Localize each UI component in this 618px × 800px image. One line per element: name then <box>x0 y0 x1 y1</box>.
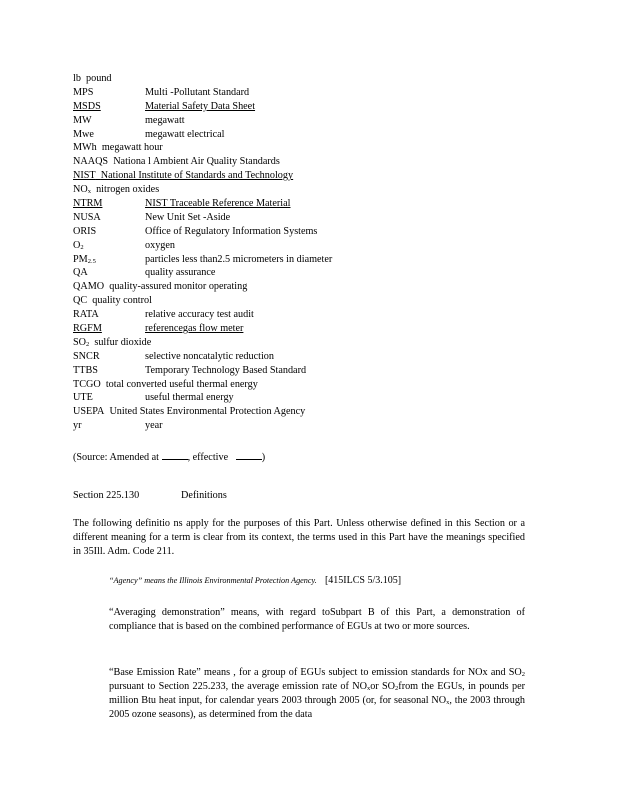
abbreviation-term <box>73 350 100 364</box>
abbreviation-definition: New Unit Set -Aside <box>145 211 231 223</box>
ber-text-5: , the 2003 through 2005 ozone seasons), as determined from the data <box>109 695 526 720</box>
source-note <box>73 450 265 463</box>
base-emission-rate-definition <box>109 666 525 722</box>
abbreviation-row <box>73 225 373 239</box>
agency-definition <box>109 574 525 588</box>
term-text: PM <box>73 253 88 265</box>
source-prefix: (Source: Amended at <box>73 452 160 463</box>
abbreviation-term <box>73 225 96 239</box>
abbreviation-definition: total converted useful thermal energy <box>105 378 258 390</box>
subscript: 2 <box>521 671 525 678</box>
term-text: NAAQS <box>73 156 109 168</box>
intro-paragraph: The following definitio ns apply for the purposes of this Part. Unless otherwise defined in this Section or a different meaning for a term is clear from its context, the terms used in this Part have the meanings specified in 35Ill. Adm. Code 211. <box>73 518 525 557</box>
source-suffix: ) <box>261 452 266 463</box>
abbreviation-term <box>73 100 101 114</box>
term-text: Mwe <box>73 128 94 140</box>
term-text: RGFM <box>73 323 102 335</box>
abbreviation-row <box>73 72 373 86</box>
term-text: TCGO <box>73 378 101 390</box>
abbreviation-row <box>73 405 373 419</box>
abbreviation-term <box>73 128 94 142</box>
term-text: SNCR <box>73 350 100 362</box>
abbreviation-definition: Nationa l Ambient Air Quality Standards <box>113 156 280 168</box>
term-text: MW <box>73 114 92 126</box>
term-text: NTRM <box>73 198 103 210</box>
abbreviation-term <box>73 281 104 292</box>
abbreviation-row <box>73 155 373 169</box>
term-text: MSDS <box>73 100 101 112</box>
section-title: Definitions <box>181 490 227 501</box>
abbreviation-row <box>73 183 373 197</box>
abbreviation-row <box>73 253 373 267</box>
term-text: QA <box>73 267 88 279</box>
abbreviation-definition: Material Safety Data Sheet <box>145 100 256 112</box>
abbreviation-definition: quality control <box>92 295 152 307</box>
source-middle: , effective <box>187 452 229 463</box>
abbreviation-row <box>73 128 373 142</box>
abbreviation-definition: nitrogen oxides <box>96 184 160 196</box>
term-text: ORIS <box>73 225 97 237</box>
blank-line <box>236 450 262 460</box>
ber-text-1: “Base Emission Rate” means , for a group of EGUs subject to emission standards for NOx and SO <box>109 667 522 678</box>
abbreviation-term <box>73 253 96 267</box>
term-text: O <box>73 239 81 251</box>
abbreviation-row <box>73 336 373 350</box>
abbreviation-term <box>73 379 101 390</box>
abbreviation-row <box>73 141 373 155</box>
abbreviation-definition: National Institute of Standards and Technology <box>100 170 294 182</box>
abbreviation-row <box>73 350 373 364</box>
abbreviation-definition: Office of Regulatory Information Systems <box>145 225 318 237</box>
abbreviation-definition: relative accuracy test audit <box>145 309 254 321</box>
abbreviation-term <box>73 364 98 378</box>
abbreviation-row <box>73 239 373 253</box>
term-subscript: x <box>87 188 91 196</box>
agency-text: “Agency” means the Illinois Environmental Protection Agency. <box>109 576 317 585</box>
abbreviation-term <box>73 142 97 153</box>
abbreviation-definition: year <box>145 420 163 432</box>
abbreviation-row <box>73 308 373 322</box>
term-text: RATA <box>73 309 99 321</box>
abbreviation-definition: megawatt <box>145 114 185 126</box>
subscript: 2 <box>395 685 399 692</box>
term-text: SO <box>73 336 87 348</box>
term-text: MWh <box>73 142 97 154</box>
abbreviation-definition: referencegas flow meter <box>145 323 244 335</box>
abbreviation-definition: pound <box>86 73 112 84</box>
ber-text-4: from the EGUs, in pounds per million Btu heat input, for calendar years 2003 through 2005 (or, for seasonal NO <box>109 681 525 706</box>
abbreviation-term <box>73 337 89 348</box>
abbreviation-row <box>73 322 373 336</box>
abbreviation-term <box>73 170 96 181</box>
ber-text-3: or SO <box>370 681 396 692</box>
abbreviation-definition: particles less than2.5 micrometers in diameter <box>145 253 333 265</box>
abbreviation-definition: selective noncatalytic reduction <box>145 350 274 362</box>
abbreviation-row <box>73 86 373 100</box>
abbreviation-term <box>73 406 104 417</box>
term-text: NUSA <box>73 211 101 223</box>
term-text: TTBS <box>73 364 98 376</box>
abbreviation-definition: quality assurance <box>145 267 216 279</box>
abbreviation-row <box>73 169 373 183</box>
abbreviation-definition: sulfur dioxide <box>94 336 152 348</box>
abbreviation-term <box>73 211 101 225</box>
abbreviation-list <box>73 72 373 433</box>
abbreviation-term <box>73 391 93 405</box>
abbreviation-definition: NIST Traceable Reference Material <box>145 198 291 210</box>
term-text: USEPA <box>73 406 105 418</box>
term-text: UTE <box>73 392 93 404</box>
abbreviation-term <box>73 239 84 253</box>
abbreviation-term <box>73 184 91 195</box>
ber-text-2: pursuant to Section 225.233, the average emission rate of NO <box>109 681 367 692</box>
abbreviation-row <box>73 266 373 280</box>
term-subscript: 2 <box>80 243 84 251</box>
abbreviation-row <box>73 280 373 294</box>
term-text: NIST <box>73 170 96 182</box>
abbreviation-term <box>73 73 81 84</box>
abbreviation-term <box>73 308 99 322</box>
abbreviation-definition: oxygen <box>145 239 175 251</box>
abbreviation-row <box>73 211 373 225</box>
blank-line <box>162 450 188 460</box>
abbreviation-row <box>73 114 373 128</box>
abbreviation-term <box>73 197 102 211</box>
term-text: MPS <box>73 86 94 98</box>
abbreviation-row <box>73 419 373 433</box>
abbreviation-row <box>73 197 373 211</box>
abbreviation-row <box>73 378 373 392</box>
abbreviation-row <box>73 364 373 378</box>
section-heading <box>73 490 227 501</box>
term-subscript: 2 <box>86 340 90 348</box>
abbreviation-term <box>73 322 102 336</box>
abbreviation-row <box>73 391 373 405</box>
abbreviation-definition: United States Environmental Protection Agency <box>109 406 306 418</box>
abbreviation-row <box>73 294 373 308</box>
abbreviation-definition: megawatt hour <box>101 142 163 154</box>
section-number: Section 225.130 <box>73 490 140 501</box>
abbreviation-row <box>73 100 373 114</box>
abbreviation-definition: quality-assured monitor operating <box>109 281 248 293</box>
term-subscript: 2.5 <box>87 257 96 265</box>
abbreviation-term <box>73 295 87 306</box>
term-text: QC <box>73 295 88 307</box>
statute-citation: [415ILCS 5/3.105] <box>324 575 402 586</box>
subscript: x <box>446 699 450 706</box>
abbreviation-term <box>73 86 93 100</box>
abbreviation-definition: megawatt electrical <box>145 128 225 140</box>
abbreviation-definition: Temporary Technology Based Standard <box>145 364 307 376</box>
averaging-definition: “Averaging demonstration” means, with regard toSubpart B of this Part, a demonstration of compliance that is based on the combined performance of EGUs at two or more sources. <box>109 607 525 632</box>
term-text: lb <box>73 73 81 84</box>
abbreviation-term <box>73 156 108 167</box>
term-text: yr <box>73 420 82 432</box>
abbreviation-definition: Multi -Pollutant Standard <box>145 86 250 98</box>
abbreviation-term <box>73 419 82 433</box>
abbreviation-definition: useful thermal energy <box>145 392 234 404</box>
abbreviation-term <box>73 114 92 128</box>
term-text: QAMO <box>73 281 105 293</box>
term-text: NO <box>73 184 88 196</box>
abbreviation-term <box>73 266 88 280</box>
subscript: x <box>366 685 371 692</box>
